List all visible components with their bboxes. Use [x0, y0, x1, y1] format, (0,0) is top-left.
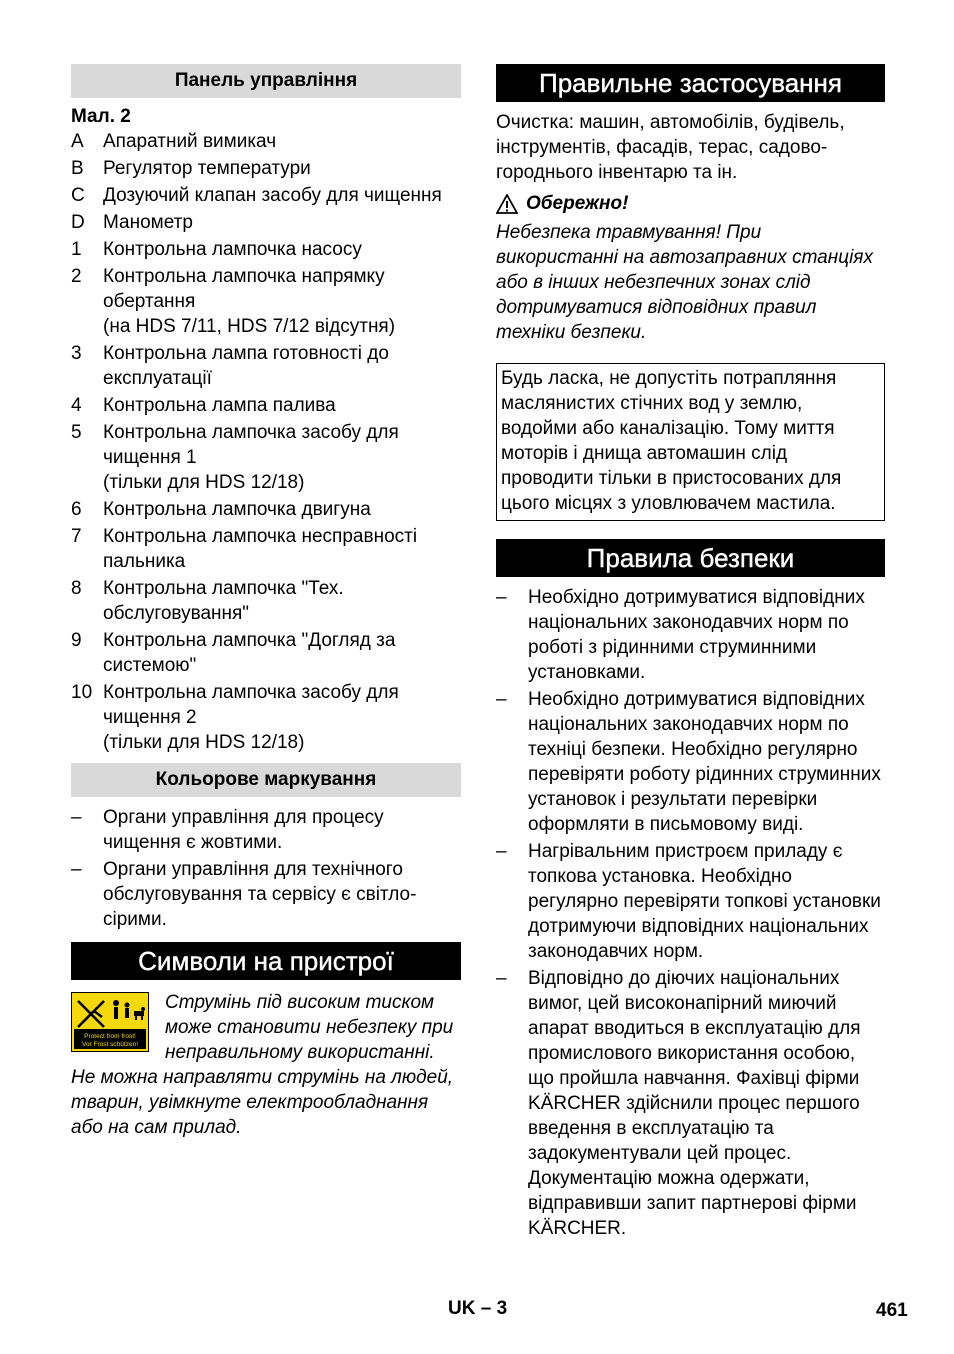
control-item-label: Апаратний вимикач — [103, 131, 277, 152]
control-item-key: D — [71, 212, 85, 233]
control-item-text-wrap — [103, 420, 461, 495]
bullet-dash: – — [496, 968, 507, 989]
control-item — [71, 576, 461, 626]
control-item-text-wrap — [103, 156, 461, 181]
control-item-key: B — [71, 158, 84, 179]
control-item-key: 4 — [71, 395, 82, 416]
control-item — [71, 183, 461, 208]
control-item-text-wrap — [103, 524, 461, 574]
environment-notice-box — [496, 363, 885, 521]
control-item-key: 2 — [71, 266, 82, 287]
control-item-text-wrap — [103, 341, 461, 391]
control-item-text-wrap — [103, 576, 461, 626]
color-coding-item — [71, 805, 461, 855]
warning-title: Обережно! — [526, 193, 629, 214]
symbols-heading: Символи на пристрої — [71, 942, 461, 980]
safety-item — [496, 839, 885, 964]
bullet-dash: – — [496, 587, 507, 608]
control-item-text-wrap — [103, 183, 461, 208]
environment-notice-text: Будь ласка, не допустіть потрапляння маслянистих стічних вод у землю, водойми або каналізацію. Тому миття моторів і днища автомашин слід проводити тільки в пристосованих для цього місцях з уловлювачем мастила. — [501, 368, 842, 514]
warning-triangle-icon — [496, 194, 518, 214]
control-item — [71, 129, 461, 154]
control-item-key: C — [71, 185, 85, 206]
warning-line — [496, 191, 885, 216]
control-item-text-wrap — [103, 393, 461, 418]
safety-list — [496, 585, 885, 1241]
control-item-key: 9 — [71, 630, 82, 651]
symbols-text: Струмінь під високим тиском може становити небезпеку при неправильному використанні. Не можна направляти струмінь на людей, тварин, увімкнуте електрообладнання або на сам прилад. — [71, 992, 454, 1138]
control-item-note: (тільки для HDS 12/18) — [103, 472, 305, 493]
control-item — [71, 264, 461, 339]
control-item-text-wrap — [103, 680, 461, 755]
color-coding-item-text: Органи управління для технічного обслуговування та сервісу є світло-сірими. — [103, 859, 417, 930]
bullet-dash: – — [71, 807, 82, 828]
control-item-label: Контрольна лампочка двигуна — [103, 499, 371, 520]
color-coding-item-text: Органи управління для процесу чищення є жовтими. — [103, 807, 384, 853]
control-item — [71, 156, 461, 181]
control-item-text-wrap — [103, 628, 461, 678]
symbol-label-line2: Vor Frost schützen! — [82, 1041, 138, 1048]
control-item-label: Контрольна лампочка напрямку обертання — [103, 266, 385, 312]
control-item-text-wrap — [103, 264, 461, 339]
control-item — [71, 210, 461, 235]
safety-heading: Правила безпеки — [496, 539, 885, 577]
control-item-label: Регулятор температури — [103, 158, 311, 179]
control-item-key: A — [71, 131, 84, 152]
safety-item-text: Нагрівальним пристроєм приладу є топкова установка. Необхідно регулярно перевіряти топкові установки дотримуючи відповідних національних законодавчих норм. — [528, 841, 881, 962]
footer-section-label: UK – 3 — [448, 1298, 508, 1319]
panel-heading: Панель управління — [71, 64, 461, 98]
symbol-block — [71, 990, 461, 1140]
warning-text: Небезпека травмування! При використанні на автозаправних станціях або в інших небезпечних зонах слід дотримуватися відповідних правил техніки безпеки. — [496, 222, 873, 343]
control-item-text-wrap — [103, 497, 461, 522]
safety-item — [496, 966, 885, 1241]
control-item — [71, 237, 461, 262]
control-item-label: Манометр — [103, 212, 193, 233]
control-item — [71, 341, 461, 391]
figure-label: Мал. 2 — [71, 106, 131, 127]
control-item-key: 6 — [71, 499, 82, 520]
color-coding-item — [71, 857, 461, 932]
control-items-list — [71, 129, 461, 755]
page-number: 461 — [876, 1300, 908, 1321]
control-item-label: Контрольна лампочка "Догляд за системою" — [103, 630, 396, 676]
high-pressure-warning-icon — [71, 992, 149, 1052]
bullet-dash: – — [71, 859, 82, 880]
safety-item-text: Необхідно дотримуватися відповідних національних законодавчих норм по техніці безпеки. Необхідно регулярно перевіряти роботу рідинних струминних установок і результати перевірки оформляти в письмовому виді. — [528, 689, 881, 835]
safety-item-text: Відповідно до діючих національних вимог, цей високонапірний миючий апарат вводиться в експлуатацію для промислового використання особою, що пройшла навчання. Фахівці фірми KÄRCHER здійснили процес першого введення в експлуатацію та задокументували цей процес. Документацію можна одержати, відправивши запит партнерові фірми KÄRCHER. — [528, 968, 861, 1239]
control-item-key: 10 — [71, 682, 93, 703]
control-item — [71, 497, 461, 522]
right-column — [496, 64, 885, 1243]
control-item-text-wrap — [103, 129, 461, 154]
control-item — [71, 524, 461, 574]
control-item-label: Контрольна лампочка засобу для чищення 2 — [103, 682, 399, 728]
safety-item — [496, 585, 885, 685]
control-item-label: Контрольна лампочка засобу для чищення 1 — [103, 422, 399, 468]
proper-use-heading: Правильне застосування — [496, 64, 885, 102]
control-item — [71, 628, 461, 678]
control-item-key: 3 — [71, 343, 82, 364]
control-item-key: 8 — [71, 578, 82, 599]
control-item-key: 5 — [71, 422, 82, 443]
control-item — [71, 393, 461, 418]
control-item-label: Контрольна лампочка "Тех. обслуговування" — [103, 578, 344, 624]
control-item — [71, 420, 461, 495]
control-item-text-wrap — [103, 237, 461, 262]
warning-pictogram-icon — [72, 993, 148, 1051]
bullet-dash: – — [496, 841, 507, 862]
color-coding-list — [71, 805, 461, 932]
control-item-label: Контрольна лампа палива — [103, 395, 336, 416]
bullet-dash: – — [496, 689, 507, 710]
control-item-label: Контрольна лампочка несправності пальника — [103, 526, 418, 572]
left-column — [71, 64, 461, 1140]
safety-item-text: Необхідно дотримуватися відповідних національних законодавчих норм по роботі з рідинними струминними установками. — [528, 587, 865, 683]
safety-item — [496, 687, 885, 837]
control-item-label: Контрольна лампочка насосу — [103, 239, 362, 260]
control-item-label: Дозуючий клапан засобу для чищення — [103, 185, 442, 206]
symbol-label-line1: Protect from frost! — [84, 1033, 136, 1040]
proper-use-text: Очистка: машин, автомобілів, будівель, інструментів, фасадів, терас, садово-городнього інвентарю та ін. — [496, 112, 845, 183]
control-item-note: (тільки для HDS 12/18) — [103, 732, 305, 753]
color-coding-heading: Кольорове маркування — [71, 763, 461, 797]
control-item-label: Контрольна лампа готовності до експлуатації — [103, 343, 389, 389]
control-item-key: 7 — [71, 526, 82, 547]
control-item-key: 1 — [71, 239, 82, 260]
control-item — [71, 680, 461, 755]
control-item-text-wrap — [103, 210, 461, 235]
control-item-note: (на HDS 7/11, HDS 7/12 відсутня) — [103, 316, 396, 337]
